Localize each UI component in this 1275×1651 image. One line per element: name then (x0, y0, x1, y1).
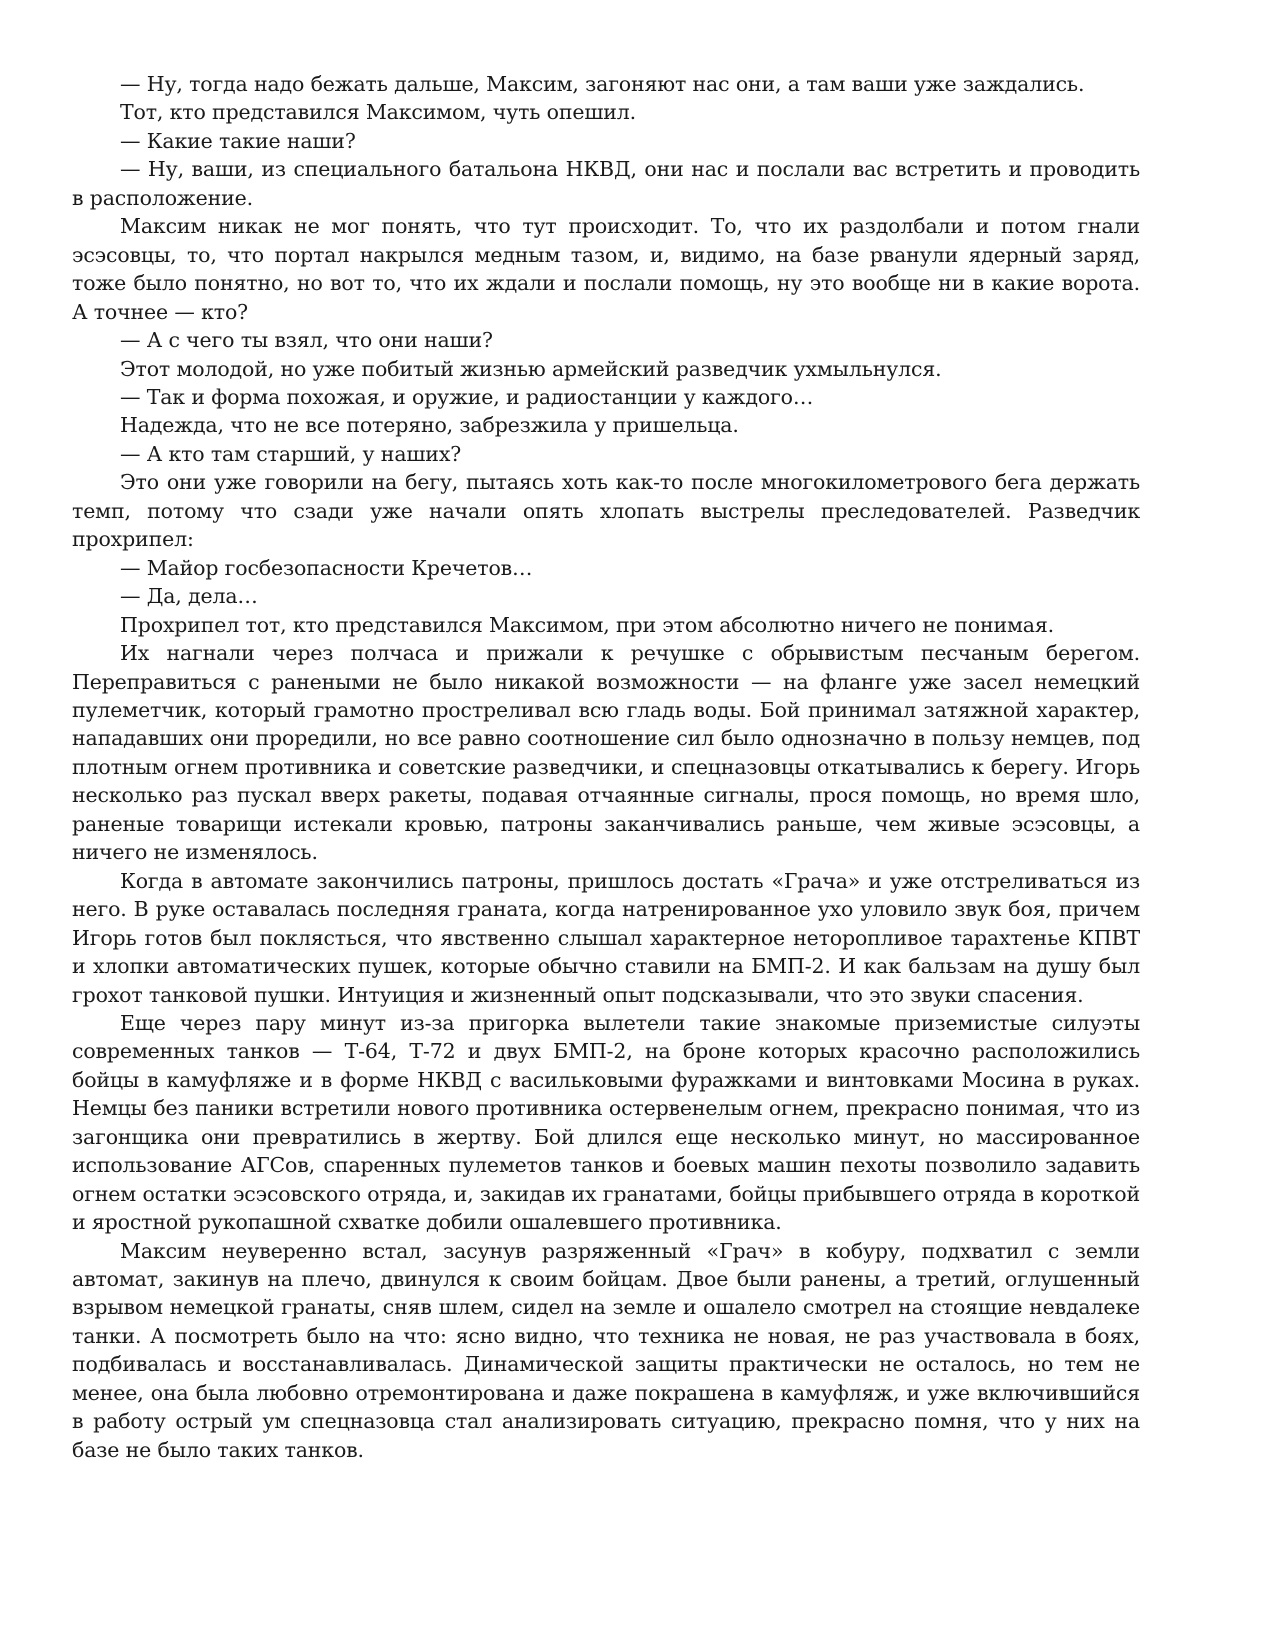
paragraph: Это они уже говорили на бегу, пытаясь хоть как-то после многокилометрового бега держать темп, потому что сзади уже начали опять хлопать выстрелы преследователей. Разведчик прохрипел: (72, 470, 1140, 552)
paragraph-dialogue: — А с чего ты взял, что они наши? (120, 328, 493, 353)
paragraph-dialogue: — Так и форма похожая, и оружие, и радиостанции у каждого… (120, 384, 814, 409)
paragraph: Когда в автомате закончились патроны, пришлось достать «Грача» и уже отстреливаться из него. В руке оставалась последняя граната, когда натренированное ухо уловило звук боя, причем Игорь готов был поклясться, что явственно слышал характерное неторопливое тарахтенье КПВТ и хлопки автоматических пушек, которые обычно ставили на БМП-2. И как бальзам на душу был грохот танковой пушки. Интуиция и жизненный опыт подсказывали, что это звуки спасения. (72, 868, 1140, 1007)
paragraph: Надежда, что не все потеряно, забрезжила у пришельца. (120, 413, 739, 438)
paragraph-dialogue: — Майор госбезопасности Кречетов… (120, 555, 533, 580)
paragraph-dialogue: — Ну, тогда надо бежать дальше, Максим, загоняют нас они, а там ваши уже заждались. (120, 72, 1085, 96)
book-page (72, 70, 1140, 1464)
paragraph: Прохрипел тот, кто представился Максимом, при этом абсолютно ничего не понимая. (120, 612, 1055, 637)
paragraph: Еще через пару минут из-за пригорка вылетели такие знакомые приземистые силуэты современных танков — Т-64, Т-72 и двух БМП-2, на броне которых красочно расположились бойцы в камуфляже и в форме НКВД с васильковыми фуражками и винтовками Мосина в руках. Немцы без паники встретили нового противника остервенелым огнем, прекрасно понимая, что из загонщика они превратились в жертву. Бой длился еще несколько минут, но массированное использование АГСов, спаренных пулеметов танков и боевых машин пехоты позволило задавить огнем остатки эсэсовского отряда, и, закидав их гранатами, бойцы прибывшего отряда в короткой и яростной рукопашной схватке добили ошалевшего противника. (72, 1010, 1140, 1235)
paragraph: Тот, кто представился Максимом, чуть опешил. (120, 100, 637, 125)
paragraph: Этот молодой, но уже побитый жизнью армейский разведчик ухмыльнулся. (120, 356, 942, 381)
paragraph: Их нагнали через полчаса и прижали к речушке с обрывистым песчаным берегом. Переправиться с ранеными не было никакой возможности — на фланге уже засел немецкий пулеметчик, который грамотно простреливал всю гладь воды. Бой принимал затяжной характер, нападавших они проредили, но все равно соотношение сил было однозначно в пользу немцев, под плотным огнем противника и советские разведчики, и спецназовцы откатывались к берегу. Игорь несколько раз пускал вверх ракеты, подавая отчаянные сигналы, прося помощь, но время шло, раненые товарищи истекали кровью, патроны заканчивались раньше, чем живые эсэсовцы, а ничего не изменялось. (72, 641, 1140, 865)
paragraph-dialogue: — Какие такие наши? (120, 128, 356, 153)
paragraph: Максим никак не мог понять, что тут происходит. То, что их раздолбали и потом гнали эсэсовцы, то, что портал накрылся медным тазом, и, видимо, на базе рванули ядерный заряд, тоже было понятно, но вот то, что их ждали и послали помощь, ну это вообще ни в какие ворота. А точнее — кто? (72, 214, 1140, 324)
paragraph: Максим неуверенно встал, засунув разряженный «Грач» в кобуру, подхватил с земли автомат, закинув на плечо, двинулся к своим бойцам. Двое были ранены, а третий, оглушенный взрывом немецкой гранаты, сняв шлем, сидел на земле и ошалело смотрел на стоящие невдалеке танки. А посмотреть было на что: ясно видно, что техника не новая, не раз участвовала в боях, подбивалась и восстанавливалась. Динамической защиты практически не осталось, но тем не менее, она была любовно отремонтирована и даже покрашена в камуфляж, и уже включившийся в работу острый ум спецназовца стал анализировать ситуацию, прекрасно помня, что у них на базе не было таких танков. (72, 1238, 1140, 1462)
paragraph-dialogue: — А кто там старший, у наших? (120, 441, 462, 466)
paragraph-dialogue: — Да, дела… (120, 584, 258, 609)
paragraph-dialogue: — Ну, ваши, из специального батальона НКВД, они нас и послали вас встретить и проводить в расположение. (72, 157, 1140, 210)
